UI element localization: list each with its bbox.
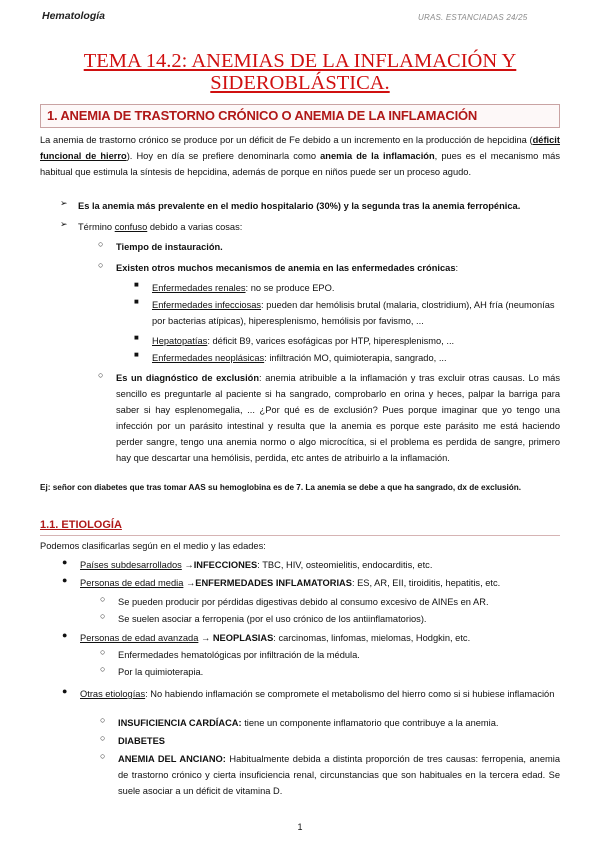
media-bold: ENFERMEDADES INFLAMATORIAS [195, 578, 352, 588]
media-label: Personas de edad media [80, 578, 184, 588]
title-line-2: SIDEROBLÁSTICA. [210, 72, 390, 94]
avanzada-label: Personas de edad avanzada [80, 633, 199, 643]
intro-text-a: La anemia de trastorno crónico se produce por un déficit de Fe debido a un incremento en la producción de hepcidina ( [40, 135, 533, 145]
intro-text-c: ). Hoy en día se prefiere denominarla como [126, 151, 321, 161]
arrow-bullet-icon: ➢ [60, 198, 68, 208]
dot-bullet-icon: ● [62, 686, 68, 696]
mecanismos-c: : [455, 263, 459, 273]
header-subject: Hematología [42, 10, 106, 22]
renales-text: : no se produce EPO. [245, 283, 335, 293]
dot-bullet-icon: ● [62, 630, 68, 640]
tiempo-text: Tiempo de instauración. [116, 242, 223, 252]
otras-ic [118, 715, 560, 731]
section-1-heading-box [40, 104, 560, 128]
intro-text-e: , pues es el mecanismo más habitual que estimula la síntesis de hepcidina, además de porque en niños puede ser un proceso agudo. [40, 151, 560, 177]
square-bullet-icon: ■ [134, 280, 139, 289]
avanzada-arrow: → [198, 633, 213, 643]
circle-bullet-icon: ○ [100, 751, 106, 761]
paises-label: Países subdesarrollados [80, 560, 182, 570]
media-sub-1: Se pueden producir por pérdidas digestivas debido al consumo excesivo de AINEs en AR. [118, 597, 489, 607]
example-note: Ej: señor con diabetes que tras tomar AAS su hemoglobina es de 7. La anemia se debe a que ha sangrado, dx de exclusión. [40, 483, 522, 492]
renales-label: Enfermedades renales [152, 283, 246, 293]
diabetes-text: DIABETES [118, 736, 166, 746]
avanzada-bold: NEOPLASIAS [212, 633, 274, 643]
infecciosas-label: Enfermedades infecciosas [152, 300, 262, 310]
termino-a: Término [78, 222, 115, 232]
sub-renales [152, 280, 560, 296]
arrow-item-termino [78, 219, 560, 235]
exclusion-bold: Es un diagnóstico de exclusión [116, 373, 260, 383]
neo-label: Enfermedades neoplásicas [152, 353, 265, 363]
mecanismos-a: Existen otros muchos [116, 263, 216, 273]
paises-bold: INFECCIONES [193, 560, 258, 570]
hepato-text: : déficit B9, varices esofágicas por HTP, hiperesplenismo, ... [207, 336, 455, 346]
termino-c: debido a varias cosas: [147, 222, 243, 232]
etio-avanzada [80, 630, 560, 646]
square-bullet-icon: ■ [134, 297, 139, 306]
intro-deficit: déficit funcional de hierro [40, 135, 560, 161]
otras-text: : No habiendo inflamación se compromete el metabolismo del hierro como si si hubiese inflamación [145, 689, 555, 699]
item-tiempo [116, 239, 560, 255]
circle-bullet-icon: ○ [100, 611, 106, 621]
square-bullet-icon: ■ [134, 350, 139, 359]
otras-label: Otras etiologías [80, 689, 146, 699]
hepato-label: Hepatopatías [152, 336, 208, 346]
avanzada-sub-1: Enfermedades hematológicas por infiltración de la médula. [118, 650, 360, 660]
header-author: URAS. ESTANCIADAS 24/25 [418, 13, 528, 22]
ic-text: tiene un componente inflamatorio que contribuye a la anemia. [241, 718, 499, 728]
paises-arrow: → [181, 560, 194, 570]
etio-media [80, 575, 560, 591]
mecanismos-b: mecanismos de anemia en las enfermedades crónicas [215, 263, 456, 273]
circle-bullet-icon: ○ [100, 647, 106, 657]
avanzada-sub-2: Por la quimioterapia. [118, 667, 204, 677]
item-mecanismos [116, 260, 560, 276]
ic-bold: INSUFICIENCIA CARDÍACA: [118, 718, 242, 728]
dot-bullet-icon: ● [62, 557, 68, 567]
dot-bullet-icon: ● [62, 575, 68, 585]
square-bullet-icon: ■ [134, 333, 139, 342]
circle-bullet-icon: ○ [100, 715, 106, 725]
title-line-1: TEMA 14.2: ANEMIAS DE LA INFLAMACIÓN Y [83, 50, 517, 72]
neo-text: : infiltración MO, quimioterapia, sangrado, ... [264, 353, 447, 363]
page-number: 1 [297, 822, 303, 832]
etio-otras [80, 686, 560, 702]
prevalencia-text: Es la anemia más prevalente en el medio hospitalario (30%) y la segunda tras la anemia ferropénica. [78, 201, 521, 211]
otras-anciano [118, 751, 560, 799]
section-1-1-divider [40, 535, 560, 536]
section-1-heading: 1. ANEMIA DE TRASTORNO CRÓNICO O ANEMIA DE LA INFLAMACIÓN [47, 108, 478, 123]
circle-bullet-icon: ○ [100, 664, 106, 674]
arrow-bullet-icon: ➢ [60, 219, 68, 229]
etiologia-intro: Podemos clasificarlas según en el medio y las edades: [40, 541, 266, 551]
circle-bullet-icon: ○ [98, 239, 104, 249]
circle-bullet-icon: ○ [98, 260, 104, 270]
exclusion-text: : anemia atribuible a la inflamación y tras excluir otras causas. Lo más sencillo es preguntarle al paciente si ha sangrado, comprobarlo en orina y heces, palpar la barriga para saber si hay esplenomegalia, ... ¿Por qué es de exclusión? Pues porque imaginar que yo tengo una infección por un parásito intestinal y resulta que la anemia es porque este parásito me está haciendo perder sangre, tengo una anemia normo o algo microcítica, si el problema es perdida de sangre, primero hay que descartar una hemólisis, perdida, etc antes de atribuirlo a la inflamación. [116, 373, 560, 463]
media-arrow: → [183, 578, 196, 588]
intro-paragraph [40, 132, 560, 180]
section-1-1-heading: 1.1. ETIOLOGÍA [40, 519, 122, 531]
etio-paises [80, 557, 560, 573]
anciano-bold: ANEMIA DEL ANCIANO: [118, 754, 226, 764]
circle-bullet-icon: ○ [98, 370, 104, 380]
otras-diabetes [118, 733, 560, 749]
intro-anemia-inflamacion: anemia de la inflamación [320, 151, 435, 161]
arrow-item-prevalencia [78, 198, 560, 214]
sub-infecciosas [152, 297, 560, 329]
paises-text: : TBC, HIV, osteomielitis, endocarditis, etc. [257, 560, 433, 570]
sub-neo [152, 350, 560, 366]
sub-hepato [152, 333, 560, 349]
media-sub-2: Se suelen asociar a ferropenia (por el uso crónico de los antiinflamatorios). [118, 614, 427, 624]
circle-bullet-icon: ○ [100, 594, 106, 604]
circle-bullet-icon: ○ [100, 733, 106, 743]
infecciosas-text: : pueden dar hemólisis brutal (malaria, clostridium), AH fría (neumonías por bacterias atípicas), hiperesplenismo, hemólisis por favismo, ... [152, 300, 555, 326]
media-text: : ES, AR, EII, tiroiditis, hepatitis, etc. [351, 578, 501, 588]
anciano-text: Habitualmente debida a distinta proporción de tres causas: ferropenia, anemia de trastorno crónico y cierta insuficiencia renal, circunstancias que son habituales en la tercera edad. Se suele asociar a un déficit de vitamina D. [118, 754, 560, 796]
termino-confuso: confuso [114, 222, 148, 232]
avanzada-text: : carcinomas, linfomas, mielomas, Hodgkin, etc. [273, 633, 471, 643]
item-exclusion [116, 370, 560, 466]
page-title [40, 50, 560, 94]
